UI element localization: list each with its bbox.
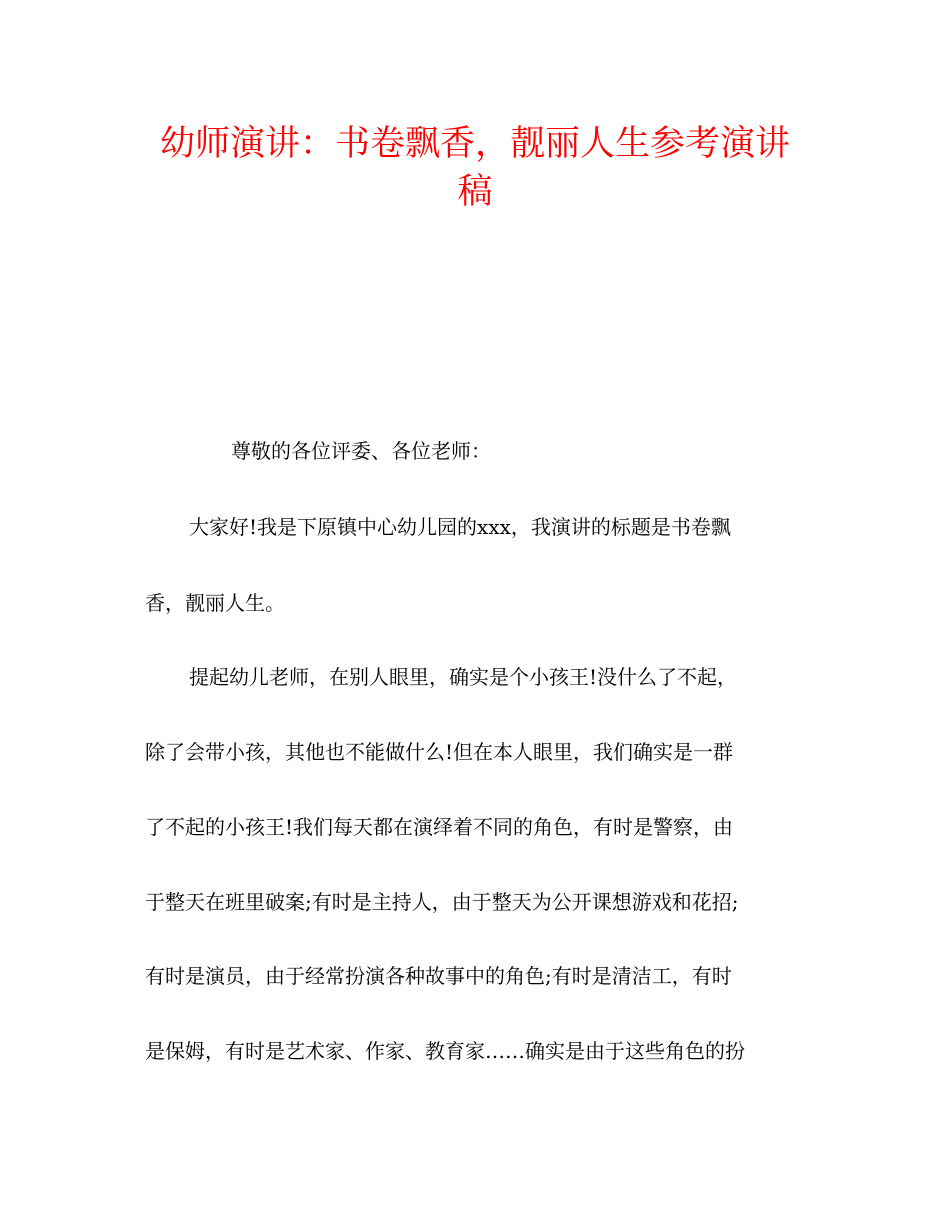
document-title <box>140 120 810 216</box>
title-line-2: 稿 <box>457 172 493 212</box>
paragraph-line: 有时是演员，由于经常扮演各种故事中的角色;有时是清洁工，有时 <box>145 964 732 988</box>
salutation-line: 尊敬的各位评委、各位老师： <box>231 439 491 463</box>
paragraph-line: 提起幼儿老师，在别人眼里，确实是个小孩王!没什么了不起， <box>189 665 738 689</box>
paragraph-line: 除了会带小孩，其他也不能做什么!但在本人眼里，我们确实是一群 <box>145 740 734 764</box>
paragraph-line: 香，靓丽人生。 <box>145 591 285 615</box>
paragraph-line: 于整天在班里破案;有时是主持人，由于整天为公开课想游戏和花招; <box>145 890 739 914</box>
paragraph-line: 大家好!我是下原镇中心幼儿园的xxx，我演讲的标题是书卷飘 <box>189 515 731 539</box>
title-line-1: 幼师演讲：书卷飘香，靓丽人生参考演讲 <box>159 124 790 164</box>
paragraph-line: 是保姆，有时是艺术家、作家、教育家……确实是由于这些角色的扮 <box>145 1039 745 1063</box>
paragraph-line: 了不起的小孩王!我们每天都在演绎着不同的角色，有时是警察，由 <box>145 815 734 839</box>
